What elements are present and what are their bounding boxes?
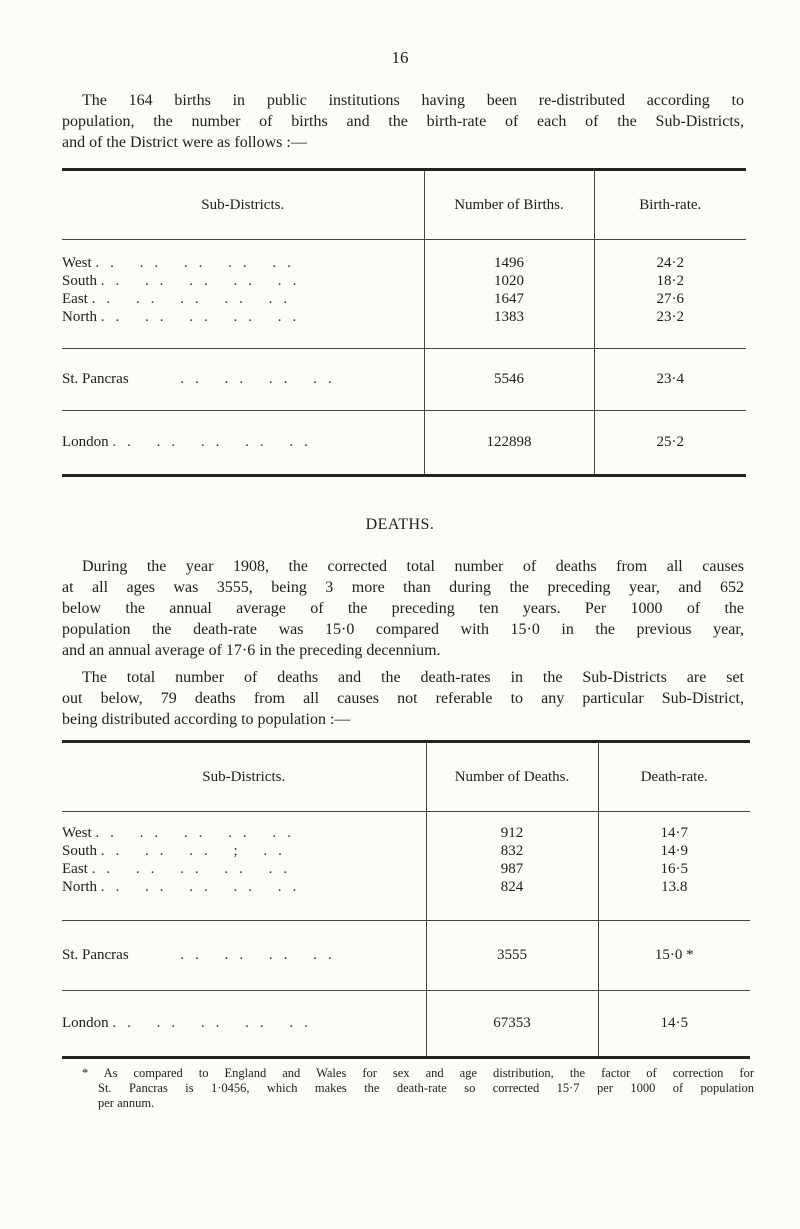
district-row <box>62 921 750 991</box>
leader-dots: .. .. .. .. <box>180 946 343 963</box>
column-header-sub-districts: Sub-Districts. <box>201 196 285 213</box>
column-header-births: Number of Births. <box>424 170 594 240</box>
footnote <box>82 1066 754 1111</box>
row-label: London <box>62 1014 109 1031</box>
birth-rate-value: 24·2 <box>594 254 746 272</box>
table-row <box>62 308 746 326</box>
deaths-value: 67353 <box>426 991 598 1057</box>
death-rate-value: 16·5 <box>598 860 750 878</box>
column-header-sub-districts: Sub-Districts. <box>202 768 286 785</box>
deaths-paragraph-2 <box>62 667 744 730</box>
row-label: South <box>62 842 98 859</box>
text-line: below the annual average of the preceding ten years. Per 1000 of the <box>62 600 744 617</box>
row-label: East <box>62 290 88 307</box>
text-line: out below, 79 deaths from all causes not referable to any particular Sub-District, <box>62 690 744 707</box>
births-value: 1383 <box>424 308 594 326</box>
row-label: St. Pancras <box>62 946 129 963</box>
district-row <box>62 349 746 411</box>
births-table <box>62 168 746 477</box>
table-row <box>62 842 750 860</box>
death-rate-value: 14·9 <box>598 842 750 860</box>
text-line: and of the District were as follows :— <box>62 134 307 151</box>
column-header-deaths: Number of Deaths. <box>426 742 598 812</box>
text-line: During the year 1908, the corrected total number of deaths from all causes <box>82 558 744 575</box>
births-value: 1020 <box>424 272 594 290</box>
death-rate-value: 14·5 <box>598 991 750 1057</box>
leader-dots: .. .. .. .. .. <box>91 860 299 877</box>
footnote-line: * As compared to England and Wales for sex and age distribution, the factor of correction for <box>82 1066 754 1080</box>
row-label: St. Pancras <box>62 370 129 387</box>
row-label: West <box>62 824 92 841</box>
death-rate-value: 14·7 <box>598 824 750 842</box>
text-line: population, the number of births and the birth-rate of each of the Sub-Districts, <box>62 113 744 130</box>
table-row <box>62 878 750 896</box>
text-line: The 164 births in public institutions having been re-distributed according to <box>82 92 744 109</box>
deaths-table <box>62 740 750 1059</box>
death-rate-value: 15·0 * <box>598 921 750 991</box>
page-number: 16 <box>391 48 409 67</box>
births-value: 1496 <box>424 254 594 272</box>
deaths-value: 3555 <box>426 921 598 991</box>
birth-rate-value: 18·2 <box>594 272 746 290</box>
deaths-value: 987 <box>426 860 598 878</box>
deaths-value: 824 <box>426 878 598 896</box>
london-row <box>62 991 750 1057</box>
leader-dots: .. .. .. .. .. <box>100 878 308 895</box>
leader-dots: .. .. .. .. .. <box>112 1014 319 1031</box>
birth-rate-value: 23·4 <box>594 349 746 411</box>
leader-dots: .. .. .. .. .. <box>95 254 302 271</box>
london-row <box>62 411 746 475</box>
footnote-line: per annum. <box>98 1096 155 1110</box>
table-row <box>62 860 750 878</box>
footnote-line: St. Pancras is 1·0456, which makes the death-rate so corrected 15·7 per 1000 of population <box>98 1081 754 1095</box>
table-row <box>62 290 746 308</box>
row-label: North <box>62 308 97 325</box>
column-header-death-rate: Death-rate. <box>598 742 750 812</box>
row-label: South <box>62 272 98 289</box>
table-row <box>62 254 746 272</box>
row-label: West <box>62 254 92 271</box>
births-value: 5546 <box>424 349 594 411</box>
text-line: The total number of deaths and the death-rates in the Sub-Districts are set <box>82 669 744 686</box>
leader-dots: .. .. .. .. .. <box>100 272 308 289</box>
text-line: being distributed according to population :— <box>62 711 351 728</box>
text-line: at all ages was 3555, being 3 more than during the preceding year, and 652 <box>62 579 744 596</box>
leader-dots: .. .. .. .. <box>180 370 343 387</box>
deaths-paragraph-1 <box>62 556 744 661</box>
row-label: East <box>62 860 88 877</box>
birth-rate-value: 25·2 <box>594 411 746 475</box>
leader-dots: .. .. .. .. .. <box>95 824 302 841</box>
row-label: London <box>62 433 109 450</box>
leader-dots: .. .. .. ; .. <box>100 842 293 859</box>
death-rate-value: 13.8 <box>598 878 750 896</box>
table-row <box>62 272 746 290</box>
deaths-value: 912 <box>426 824 598 842</box>
deaths-value: 832 <box>426 842 598 860</box>
birth-rate-value: 23·2 <box>594 308 746 326</box>
birth-rate-value: 27·6 <box>594 290 746 308</box>
column-header-birth-rate: Birth-rate. <box>594 170 746 240</box>
births-value: 1647 <box>424 290 594 308</box>
leader-dots: .. .. .. .. .. <box>112 433 319 450</box>
births-intro <box>62 90 744 153</box>
leader-dots: .. .. .. .. .. <box>91 290 299 307</box>
text-line: and an annual average of 17·6 in the preceding decennium. <box>62 642 441 659</box>
births-value: 122898 <box>424 411 594 475</box>
row-label: North <box>62 878 97 895</box>
text-line: population the death-rate was 15·0 compared with 15·0 in the previous year, <box>62 621 744 638</box>
leader-dots: .. .. .. .. .. <box>100 308 308 325</box>
table-row <box>62 824 750 842</box>
deaths-heading: DEATHS. <box>365 516 435 533</box>
